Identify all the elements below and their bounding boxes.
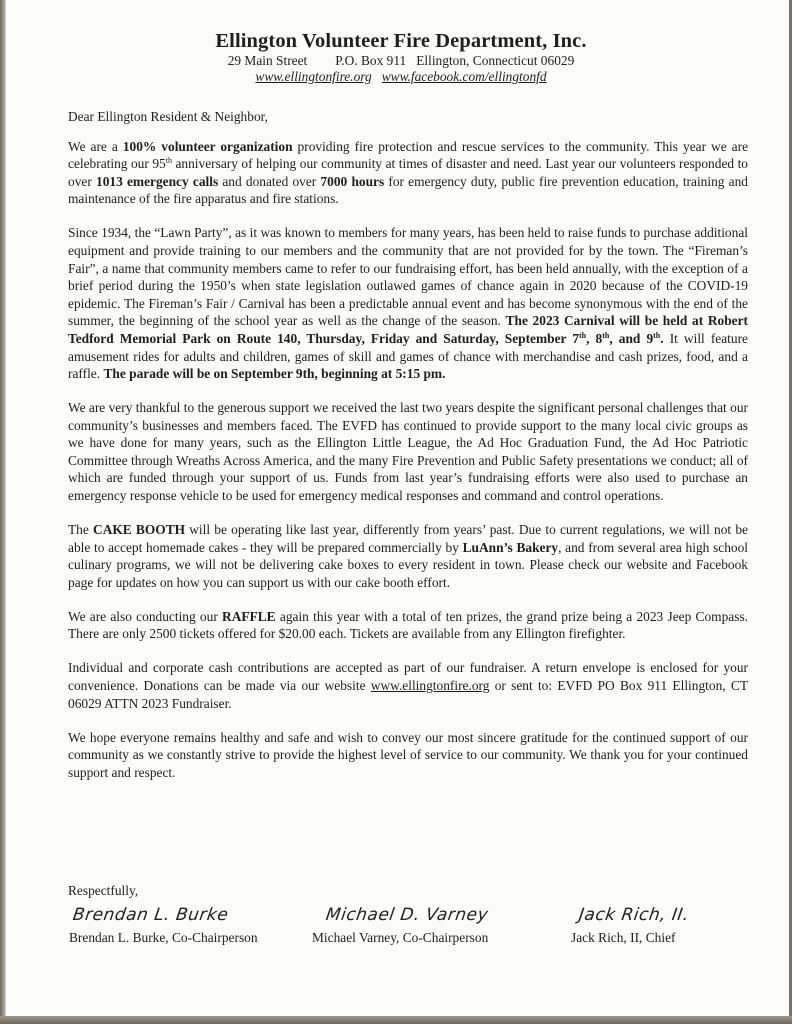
org-name: Ellington Volunteer Fire Department, Inc.: [215, 30, 587, 52]
letter-body: [68, 108, 748, 798]
web-links: [5, 69, 792, 85]
superscript: th: [165, 156, 172, 166]
paragraph-contributions: [68, 659, 748, 712]
paragraph-support: We are very thankful to the generous support we received the last two years despite the significant personal challenges that our community’s businesses and members faced. The EVFD has continued to provide support to the many local civic groups as we have done for many years, such as the Ellington Little League, the Ad Hoc Graduation Fund, the Ad Hoc Patriotic Committee through Wreaths Across America, and the many Fire Prevention and Public Safety presentations we conduct; all of which are funded through your support of us. Funds from last year’s fundraising efforts were also used to purchase an emergency response vehicle to be used for emergency medical responses and command and control operations.: [68, 400, 748, 504]
text: , and from several area high school culinary programs, we will not be delivering cake boxes to every resident in town. Please check our website and Facebook page for updates on how you can support us with our cake booth effort.: [68, 539, 748, 590]
text: and donated over: [218, 173, 321, 189]
bold-text: The parade will be on September 9th, beginning at 5:15 pm.: [103, 366, 446, 382]
bold-text: 1013 emergency calls: [96, 173, 219, 189]
handwritten-signature: Michael D. Varney: [324, 905, 490, 925]
text: will be operating like last year, differently from years’ past. Due to current regulations, we will not be able to accept homemade cakes - they will be prepared commercially by: [68, 522, 748, 555]
bold-text: CAKE BOOTH: [93, 522, 186, 538]
bold-text: 100% volunteer organization: [122, 138, 293, 154]
signature-rich: [571, 902, 689, 946]
facebook-link[interactable]: www.facebook.com/ellingtonfd: [381, 69, 547, 84]
superscript: th: [579, 330, 587, 340]
text: The: [68, 522, 94, 538]
donation-website-link[interactable]: www.ellingtonfire.org: [370, 677, 490, 693]
text: or sent to: EVFD PO Box 911 Ellington, CT 06029 ATTN 2023 Fundraiser.: [68, 677, 749, 711]
po-box: P.O. Box 911: [335, 53, 407, 68]
paragraph-cake-booth: [68, 521, 748, 591]
text: We are also conducting our: [68, 608, 223, 624]
bold-text: .: [660, 330, 664, 346]
bold-text: LuAnn’s Bakery: [462, 539, 559, 555]
letterhead: [5, 30, 792, 85]
paragraph-intro: [68, 138, 748, 208]
signer-name: Brendan L. Burke, Co-Chairperson: [69, 930, 258, 945]
paragraph-carnival: [68, 224, 748, 382]
text: for emergency duty, public fire prevention education, training and maintenance of the fire apparatus and fire stations.: [68, 173, 748, 207]
closing: Respectfully,: [68, 883, 139, 898]
text: again this year with a total of ten prizes, the grand prize being a 2023 Jeep Compass. There are only 2500 tickets offered for $20.00 each. Tickets are available from any Ellington firefighter.: [68, 608, 749, 642]
signature-varney: [312, 902, 488, 946]
bold-text: , and 9: [609, 330, 654, 346]
letter-page: [5, 0, 789, 1016]
signature-burke: [69, 902, 258, 946]
paragraph-thanks: We hope everyone remains healthy and safe and wish to convey our most sincere gratitude for the continued support of our community as we constantly strive to provide the highest level of service to our community. We thank you for your continued support and respect.: [68, 729, 748, 780]
handwritten-signature: Jack Rich, II.: [577, 905, 691, 925]
text: Since 1934, the “Lawn Party”, as it was known to members for many years, has been held to raise funds to purchase additional equipment and provide training to our members and the community that are not provided for by the town. The “Fireman’s Fair”, a name that community members came to refer to our fundraising effort, has been held annually, with the exception of a brief period during the 1950’s when state legislation outlawed games of chance again in 2020 because of the COVID-19 epidemic. The Fireman’s Fair / Carnival has been a predictable annual event and has become synonymous with the end of the summer, the beginning of the school year as well as the change of the season.: [68, 225, 748, 329]
bold-text: , 8: [586, 330, 603, 346]
signer-name: Michael Varney, Co-Chairperson: [312, 930, 489, 945]
city-state-zip: Ellington, Connecticut 06029: [416, 53, 575, 68]
superscript: th: [602, 330, 610, 340]
signer-name: Jack Rich, II, Chief: [571, 930, 676, 945]
bold-text: The 2023 Carnival will be held at Robert Tedford Memorial Park on Route 140, Thursday, Friday and Saturday, September 7: [68, 313, 749, 346]
bold-text: RAFFLE: [222, 608, 276, 624]
address-line: [5, 53, 792, 69]
text: It will feature amusement rides for adults and children, games of skill and games of chance with merchandise and cash prizes, food, and a raffle.: [68, 330, 748, 382]
paragraph-raffle: [68, 608, 748, 643]
salutation: Dear Ellington Resident & Neighbor,: [68, 109, 268, 124]
superscript: th: [653, 330, 661, 340]
street-address: 29 Main Street: [227, 53, 308, 68]
bold-text: 7000 hours: [320, 173, 385, 189]
text: anniversary of helping our community at times of disaster and need. Last year our volunteers responded to over: [68, 156, 749, 189]
signature-block: [5, 902, 792, 952]
page-edge-shadow: [0, 0, 5, 1016]
website-link[interactable]: www.ellingtonfire.org: [255, 69, 372, 84]
text: providing fire protection and rescue services to the community. This year we are celebrating our 95: [68, 138, 749, 172]
background-surface: [0, 1016, 792, 1024]
text: We are a: [68, 138, 123, 154]
text: Individual and corporate cash contributions are accepted as part of our fundraiser. A return envelope is enclosed for your convenience. Donations can be made via our website: [68, 660, 748, 693]
handwritten-signature: Brendan L. Burke: [71, 905, 230, 925]
